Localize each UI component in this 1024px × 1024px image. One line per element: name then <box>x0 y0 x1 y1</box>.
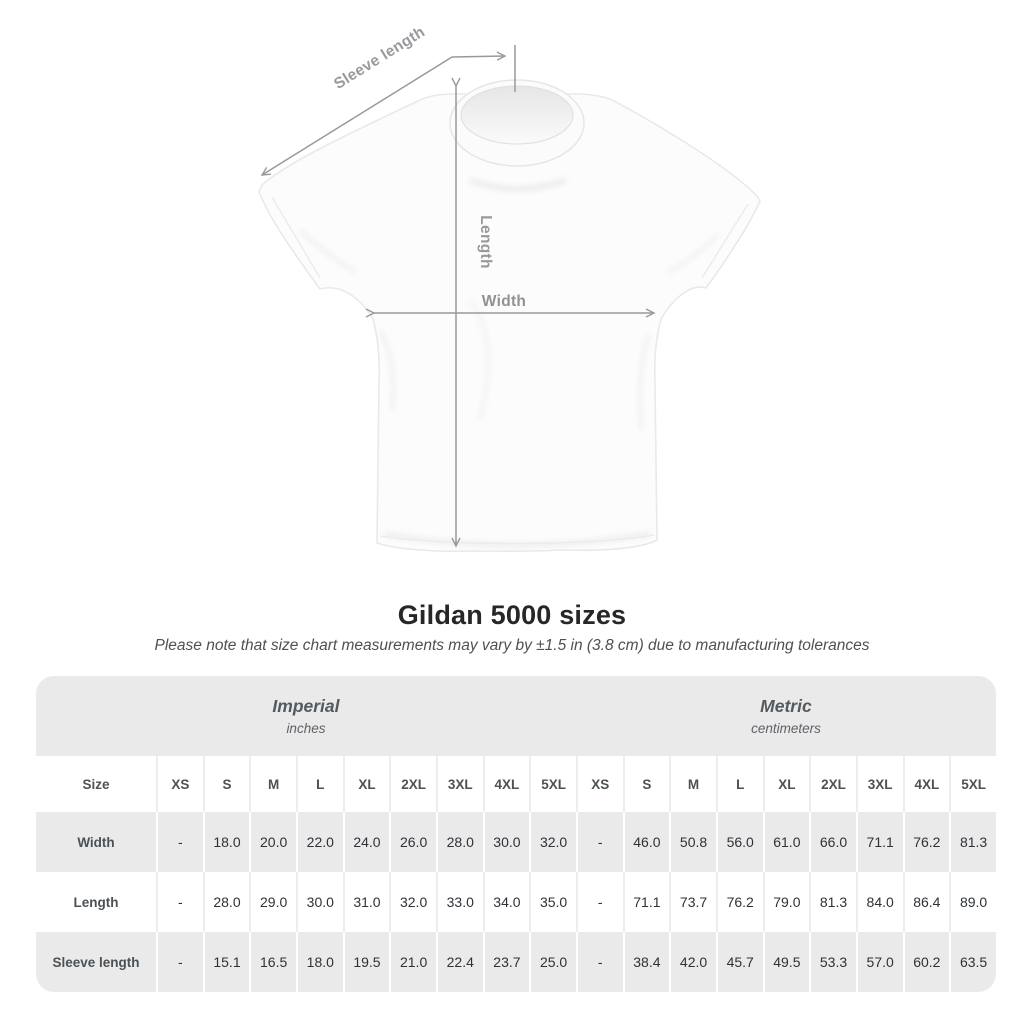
size-header-imperial-3xl: 3XL <box>436 756 483 812</box>
value-cell: 15.1 <box>203 932 250 992</box>
table-body <box>36 812 996 992</box>
value-cell: 25.0 <box>529 932 576 992</box>
value-cell: 73.7 <box>669 872 716 932</box>
value-cell: 42.0 <box>669 932 716 992</box>
size-header-metric-s: S <box>623 756 670 812</box>
value-cell: 57.0 <box>856 932 903 992</box>
value-cell: 32.0 <box>529 812 576 872</box>
row-label: Width <box>36 812 156 872</box>
size-header-metric-l: L <box>716 756 763 812</box>
value-cell: 49.5 <box>763 932 810 992</box>
value-cell: 22.0 <box>296 812 343 872</box>
size-header-imperial-xl: XL <box>343 756 390 812</box>
value-cell: 22.4 <box>436 932 483 992</box>
size-header-imperial-s: S <box>203 756 250 812</box>
size-header-imperial-4xl: 4XL <box>483 756 530 812</box>
value-cell: 16.5 <box>249 932 296 992</box>
table-row-sleeve-length <box>36 932 996 992</box>
value-cell: 76.2 <box>716 872 763 932</box>
size-header-metric-4xl: 4XL <box>903 756 950 812</box>
size-header-imperial-l: L <box>296 756 343 812</box>
value-cell: 23.7 <box>483 932 530 992</box>
value-cell: 30.0 <box>483 812 530 872</box>
metric-label: Metric <box>760 696 812 717</box>
value-cell: 32.0 <box>389 872 436 932</box>
size-chart-table <box>36 676 996 992</box>
value-cell: 18.0 <box>296 932 343 992</box>
value-cell: - <box>156 932 203 992</box>
size-header-imperial-xs: XS <box>156 756 203 812</box>
value-cell: - <box>156 812 203 872</box>
size-header-metric-m: M <box>669 756 716 812</box>
width-label: Width <box>481 293 527 310</box>
value-cell: - <box>576 872 623 932</box>
sleeve-connector-line <box>452 56 505 57</box>
value-cell: 19.5 <box>343 932 390 992</box>
value-cell: 86.4 <box>903 872 950 932</box>
page-title: Gildan 5000 sizes <box>397 600 627 630</box>
value-cell: 46.0 <box>623 812 670 872</box>
title-block <box>0 600 1024 655</box>
size-header-metric-2xl: 2XL <box>809 756 856 812</box>
size-header-imperial-m: M <box>249 756 296 812</box>
size-header-row <box>36 756 996 812</box>
value-cell: 71.1 <box>856 812 903 872</box>
value-cell: 56.0 <box>716 812 763 872</box>
size-chart <box>36 676 996 992</box>
value-cell: 53.3 <box>809 932 856 992</box>
value-cell: 24.0 <box>343 812 390 872</box>
size-header-imperial-5xl: 5XL <box>529 756 576 812</box>
value-cell: 61.0 <box>763 812 810 872</box>
size-header-metric-xs: XS <box>576 756 623 812</box>
value-cell: 60.2 <box>903 932 950 992</box>
row-label: Length <box>36 872 156 932</box>
value-cell: 79.0 <box>763 872 810 932</box>
value-cell: 50.8 <box>669 812 716 872</box>
value-cell: 89.0 <box>949 872 996 932</box>
value-cell: 71.1 <box>623 872 670 932</box>
value-cell: 26.0 <box>389 812 436 872</box>
value-cell: - <box>576 812 623 872</box>
value-cell: 84.0 <box>856 872 903 932</box>
value-cell: 33.0 <box>436 872 483 932</box>
page-subtitle: Please note that size chart measurements may vary by ±1.5 in (3.8 cm) due to manufacturing tolerances <box>154 637 870 654</box>
size-header-metric-5xl: 5XL <box>949 756 996 812</box>
metric-unit: centimeters <box>751 720 821 736</box>
value-cell: 66.0 <box>809 812 856 872</box>
unit-band-row <box>36 676 996 756</box>
value-cell: 18.0 <box>203 812 250 872</box>
value-cell: 35.0 <box>529 872 576 932</box>
value-cell: 81.3 <box>809 872 856 932</box>
value-cell: 63.5 <box>949 932 996 992</box>
table-row-length <box>36 872 996 932</box>
value-cell: 38.4 <box>623 932 670 992</box>
value-cell: 34.0 <box>483 872 530 932</box>
sleeve-length-label: Sleeve length <box>331 23 429 93</box>
value-cell: 28.0 <box>436 812 483 872</box>
tshirt-collar-opening <box>461 86 573 144</box>
value-cell: 45.7 <box>716 932 763 992</box>
table-row-width <box>36 812 996 872</box>
metric-band-cell <box>576 676 996 756</box>
value-cell: - <box>576 932 623 992</box>
size-header-metric-xl: XL <box>763 756 810 812</box>
imperial-unit: inches <box>286 720 326 736</box>
value-cell: 81.3 <box>949 812 996 872</box>
value-cell: 20.0 <box>249 812 296 872</box>
value-cell: 31.0 <box>343 872 390 932</box>
value-cell: - <box>156 872 203 932</box>
value-cell: 76.2 <box>903 812 950 872</box>
value-cell: 29.0 <box>249 872 296 932</box>
imperial-band-cell <box>36 676 576 756</box>
size-header-metric-3xl: 3XL <box>856 756 903 812</box>
size-column-header: Size <box>36 756 156 812</box>
value-cell: 30.0 <box>296 872 343 932</box>
length-label: Length <box>477 215 494 269</box>
value-cell: 21.0 <box>389 932 436 992</box>
imperial-label: Imperial <box>272 696 340 717</box>
value-cell: 28.0 <box>203 872 250 932</box>
row-label: Sleeve length <box>36 932 156 992</box>
size-header-imperial-2xl: 2XL <box>389 756 436 812</box>
